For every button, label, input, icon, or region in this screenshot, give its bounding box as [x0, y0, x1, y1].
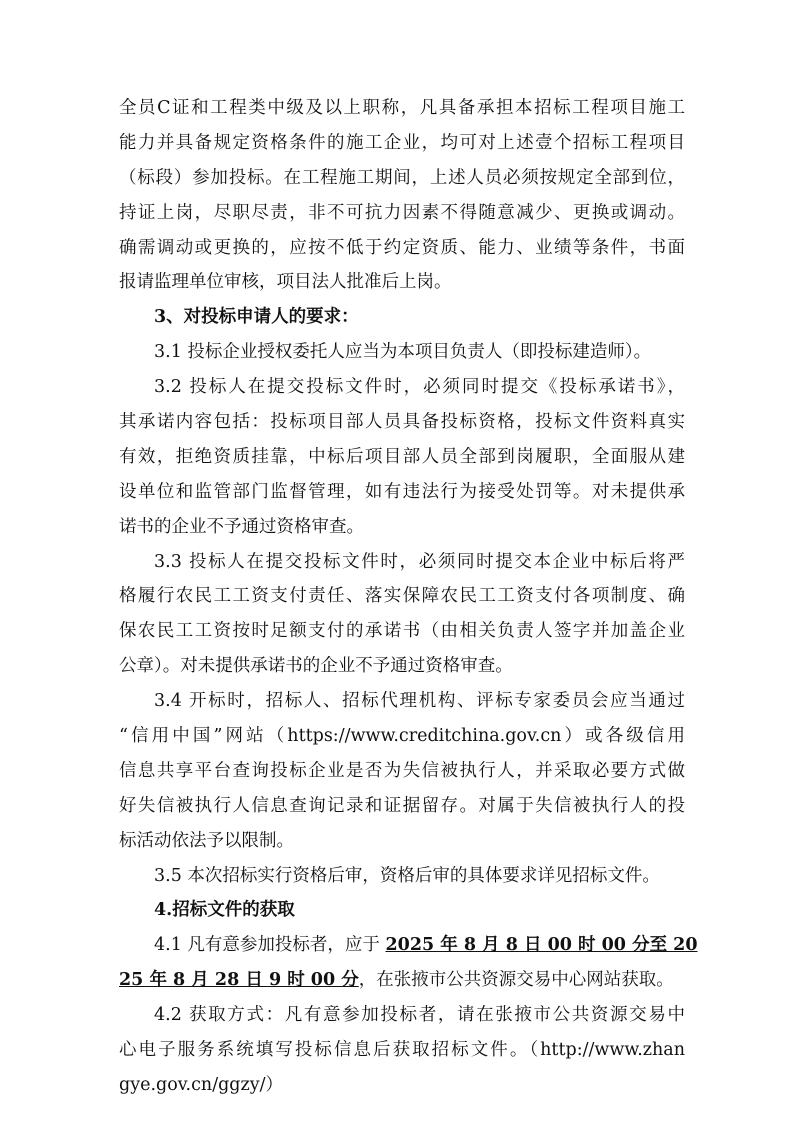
- date-range-end: 25 年 8 月 28 日 9 时 00 分: [119, 970, 359, 991]
- text-line: 好失信被执行人信息查询记录和证据留存。对属于失信被执行人的投: [119, 795, 685, 816]
- text-line: 设单位和监管部门监督管理，如有违法行为接受处罚等。对未提供承: [119, 481, 685, 502]
- date-range-start: 2025 年 8 月 8 日 00 时 00 分至 20: [385, 935, 698, 956]
- body-text: [119, 91, 698, 1103]
- text-line: gye.gov.cn/ggzy/）: [119, 1074, 283, 1095]
- text-line: 标活动依法予以限制。: [119, 830, 294, 851]
- text-line: 保农民工工资按时足额支付的承诺书（由相关负责人签字并加盖企业: [119, 621, 685, 642]
- text-line: 报请监理单位审核，项目法人批准后上岗。: [119, 272, 452, 293]
- text-line: 确需调动或更换的，应按不低于约定资质、能力、业绩等条件，书面: [119, 237, 685, 258]
- text-line: 3.1 投标企业授权委托人应当为本项目负责人（即投标建造师）。: [154, 342, 652, 363]
- text-line: [119, 928, 698, 963]
- text-line: 3.5 本次招标实行资格后审，资格后审的具体要求详见招标文件。: [154, 865, 660, 886]
- section-heading-3: 3、对投标申请人的要求：: [154, 307, 359, 328]
- text-line: 心电子服务系统填写投标信息后获取招标文件。（http://www.zhan: [119, 1040, 685, 1061]
- section-heading-4: 4.招标文件的获取: [154, 900, 295, 921]
- text-line: 3.4 开标时，招标人、招标代理机构、评标专家委员会应当通过: [154, 691, 685, 712]
- text-line: 持证上岗，尽职尽责，非不可抗力因素不得随意减少、更换或调动。: [119, 202, 685, 223]
- text-line: 4.2 获取方式：凡有意参加投标者，请在张掖市公共资源交易中: [154, 1005, 685, 1026]
- text-line: 格履行农民工工资支付责任、落实保障农民工工资支付各项制度、确: [119, 586, 685, 607]
- text-line: 有效，拒绝资质挂靠，中标后项目部人员全部到岗履职，全面服从建: [119, 446, 685, 467]
- text-line: 诺书的企业不予通过资格审查。: [119, 516, 364, 537]
- text-segment: 4.1 凡有意参加投标者，应于: [154, 935, 386, 956]
- text-segment: ，在张掖市公共资源交易中心网站获取。: [358, 970, 674, 991]
- text-line: 全员C证和工程类中级及以上职称，凡具备承担本招标工程项目施工: [119, 98, 685, 118]
- text-line: 能力并具备规定资格条件的施工企业，均可对上述壹个招标工程项目: [119, 132, 685, 153]
- text-line: 信息共享平台查询投标企业是否为失信被执行人，并采取必要方式做: [119, 760, 685, 781]
- text-line: [119, 963, 685, 998]
- text-line: （标段）参加投标。在工程施工期间，上述人员必须按规定全部到位，: [119, 167, 685, 188]
- text-line: 其承诺内容包括：投标项目部人员具备投标资格，投标文件资料真实: [119, 412, 685, 433]
- text-line: 3.3 投标人在提交投标文件时，必须同时提交本企业中标后将严: [154, 551, 685, 572]
- text-line: 公章）。对未提供承诺书的企业不予通过资格审查。: [119, 656, 513, 677]
- text-line: “信用中国”网站（https://www.creditchina.gov.cn）或各级信用: [119, 726, 685, 747]
- text-line: 3.2 投标人在提交投标文件时，必须同时提交《投标承诺书》，: [154, 377, 685, 398]
